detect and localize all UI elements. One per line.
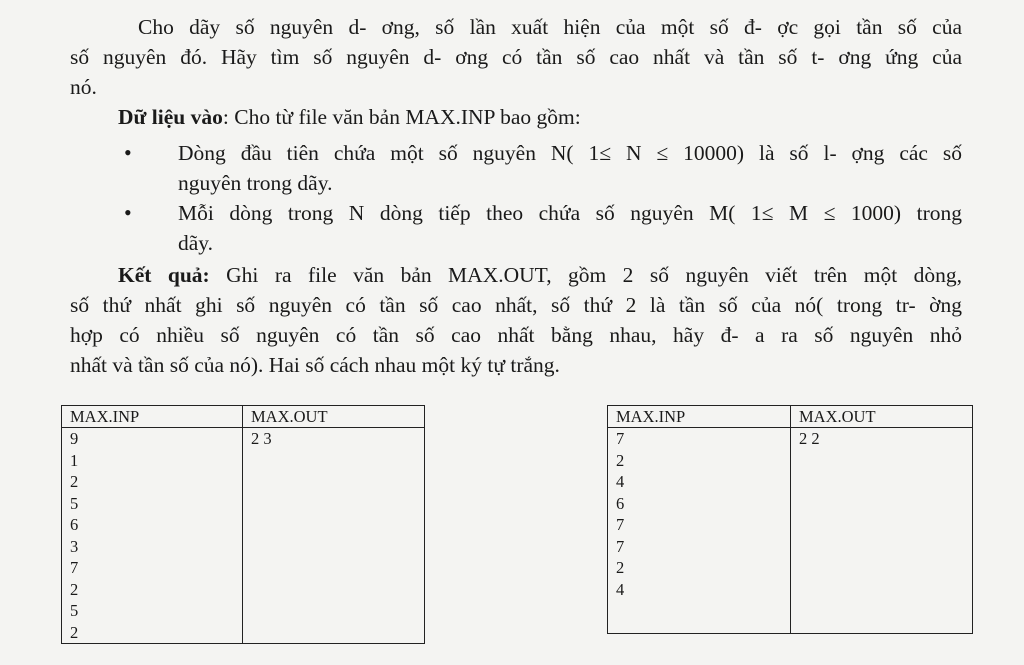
output-desc-line-4: nhất và tần số của nó). Hai số cách nhau một ký tự trắng. xyxy=(70,353,560,377)
intro-line-2: số nguyên đó. Hãy tìm số nguyên d- ơng có tần số cao nhất và tần số t- ơng ứng của xyxy=(70,45,962,69)
input-header: MAX.INP xyxy=(608,406,791,428)
input-header: MAX.INP xyxy=(62,406,243,428)
input-line: 5 xyxy=(70,601,79,620)
input-line: 3 xyxy=(70,536,79,556)
input-line: 2 xyxy=(70,579,79,599)
bullet-2-line-1: Mỗi dòng trong N dòng tiếp theo chứa số nguyên M( 1≤ M ≤ 1000) trong xyxy=(178,201,962,225)
input-line: 1 xyxy=(70,450,79,470)
bullet-icon: • xyxy=(124,140,132,165)
input-line: 6 xyxy=(616,493,625,513)
intro-line-1: Cho dãy số nguyên d- ơng, số lần xuất hiện của một số đ- ợc gọi tần số của xyxy=(138,15,962,39)
bullet-2-line-2: dãy. xyxy=(178,231,214,255)
output-heading xyxy=(118,260,962,290)
output-line: 2 2 xyxy=(799,429,820,448)
input-cell xyxy=(62,428,243,644)
output-desc-1: Ghi ra file văn bản MAX.OUT, gồm 2 số nguyên viết trên một dòng, xyxy=(209,263,962,287)
input-line: 2 xyxy=(70,472,79,491)
output-desc-line-2: số thứ nhất ghi số nguyên có tần số cao nhất, số thứ 2 là tần số của nó( trong tr- ờng xyxy=(70,293,962,317)
input-cell xyxy=(608,428,791,634)
output-desc-line-3: hợp có nhiều số nguyên có tần số cao nhất bằng nhau, hãy đ- a ra số nguyên nhỏ xyxy=(70,323,962,347)
bullet-1-line-1: Dòng đầu tiên chứa một số nguyên N( 1≤ N ≤ 10000) là số l- ợng các số xyxy=(178,141,962,165)
example-table-2 xyxy=(607,405,973,634)
input-line: 4 xyxy=(616,472,625,491)
output-cell xyxy=(791,428,973,634)
input-line: 2 xyxy=(70,622,79,642)
bullet-icon: • xyxy=(124,200,132,225)
output-cell xyxy=(243,428,425,644)
input-line: 5 xyxy=(70,493,79,513)
output-label: Kết quả: xyxy=(118,263,210,287)
output-header: MAX.OUT xyxy=(243,406,425,428)
input-line: 7 xyxy=(616,515,625,534)
input-heading xyxy=(118,102,962,132)
bullet-1-line-2: nguyên trong dãy. xyxy=(178,171,333,195)
input-line: 4 xyxy=(616,579,625,599)
input-line: 6 xyxy=(70,515,79,534)
input-desc: : Cho từ file văn bản MAX.INP bao gồm: xyxy=(222,105,581,129)
intro-line-3: nó. xyxy=(70,75,97,99)
input-line: 9 xyxy=(70,429,79,448)
input-line: 7 xyxy=(70,558,79,577)
input-line: 2 xyxy=(616,450,625,470)
input-line: 2 xyxy=(616,558,625,577)
input-line: 7 xyxy=(616,429,625,448)
input-line: 7 xyxy=(616,536,625,556)
example-table-1 xyxy=(61,405,425,644)
input-label: Dữ liệu vào xyxy=(118,105,223,129)
output-header: MAX.OUT xyxy=(791,406,973,428)
output-line: 2 3 xyxy=(251,429,272,448)
